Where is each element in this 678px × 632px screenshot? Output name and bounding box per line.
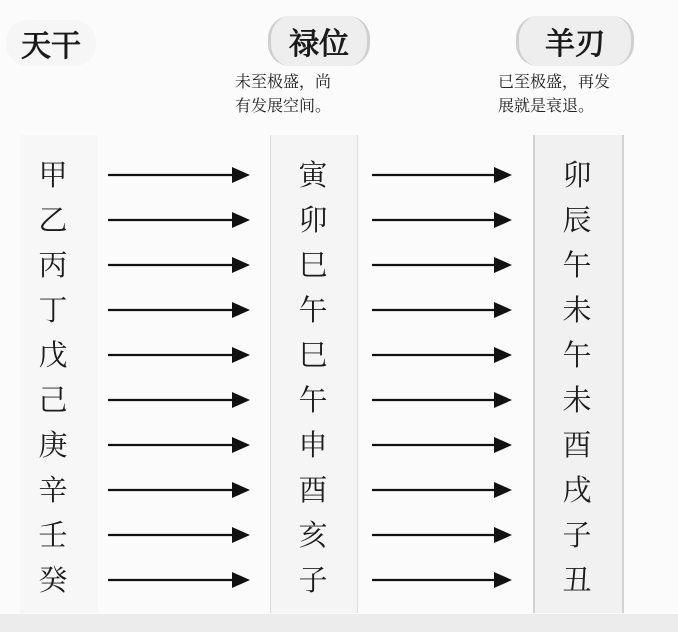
arrow-lu-to-yangren <box>372 572 512 588</box>
lu-cell: 寅 <box>298 158 328 192</box>
lu-cell: 亥 <box>298 518 328 552</box>
yangren-cell: 辰 <box>562 203 592 237</box>
stem-cell: 丁 <box>38 293 68 327</box>
lu-cell: 午 <box>298 293 328 327</box>
arrow-lu-to-yangren <box>372 212 512 228</box>
arrow-lu-to-yangren <box>372 347 512 363</box>
stem-cell: 丙 <box>38 248 68 282</box>
lu-cell: 申 <box>298 428 328 462</box>
arrow-lu-to-yangren <box>372 302 512 318</box>
stem-cell: 甲 <box>38 158 68 192</box>
arrow-lu-to-yangren <box>372 482 512 498</box>
arrow-stem-to-lu <box>108 527 250 543</box>
lu-cell: 酉 <box>298 473 328 507</box>
yangren-cell: 酉 <box>562 428 592 462</box>
yangren-cell: 丑 <box>562 563 592 597</box>
stem-cell: 乙 <box>38 203 68 237</box>
stem-cell: 辛 <box>38 473 68 507</box>
stem-cell: 戊 <box>38 338 68 372</box>
arrow-stem-to-lu <box>108 212 250 228</box>
arrow-lu-to-yangren <box>372 392 512 408</box>
yangren-cell: 未 <box>562 383 592 417</box>
arrow-lu-to-yangren <box>372 437 512 453</box>
lu-cell: 巳 <box>298 338 328 372</box>
header-heavenly-stems: 天干 <box>6 20 96 66</box>
stem-cell: 己 <box>38 383 68 417</box>
arrow-stem-to-lu <box>108 302 250 318</box>
arrow-stem-to-lu <box>108 167 250 183</box>
lu-note-line-2: 有发展空间。 <box>235 96 332 115</box>
arrow-lu-to-yangren <box>372 167 512 183</box>
yangren-cell: 午 <box>562 338 592 372</box>
lu-cell: 巳 <box>298 248 328 282</box>
lu-note-line-1: 未至极盛，尚 <box>235 72 332 91</box>
lu-cell: 卯 <box>298 203 328 237</box>
lu-cell: 子 <box>298 563 328 597</box>
yangren-cell: 午 <box>562 248 592 282</box>
arrow-stem-to-lu <box>108 392 250 408</box>
yangren-cell: 未 <box>562 293 592 327</box>
stem-cell: 壬 <box>38 518 68 552</box>
stem-cell: 庚 <box>38 428 68 462</box>
header-lu-position: 禄位 <box>268 16 370 66</box>
arrow-stem-to-lu <box>108 257 250 273</box>
header-yangren: 羊刃 <box>516 16 634 66</box>
lu-cell: 午 <box>298 383 328 417</box>
arrow-stem-to-lu <box>108 437 250 453</box>
yangren-cell: 卯 <box>562 158 592 192</box>
yangren-cell: 子 <box>562 518 592 552</box>
arrow-stem-to-lu <box>108 482 250 498</box>
arrow-stem-to-lu <box>108 572 250 588</box>
arrow-lu-to-yangren <box>372 257 512 273</box>
yangren-cell: 戌 <box>562 473 592 507</box>
arrow-stem-to-lu <box>108 347 250 363</box>
arrow-lu-to-yangren <box>372 527 512 543</box>
stem-cell: 癸 <box>38 563 68 597</box>
yangren-note-line-2: 展就是衰退。 <box>498 96 595 115</box>
yangren-note-line-1: 已至极盛，再发 <box>498 72 611 91</box>
